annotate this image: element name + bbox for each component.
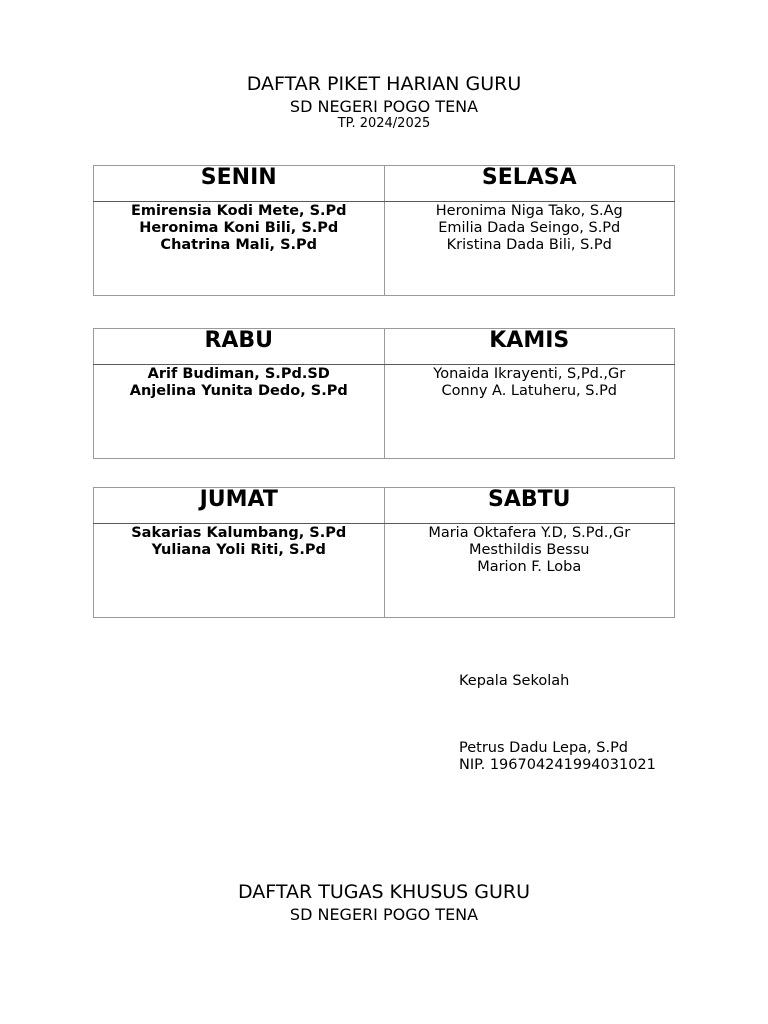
day-header-sabtu: SABTU — [384, 488, 675, 524]
teacher-name: Anjelina Yunita Dedo, S.Pd — [129, 383, 348, 399]
teacher-name: Maria Oktafera Y.D, S.Pd.,Gr — [428, 525, 631, 541]
teacher-name: Emirensia Kodi Mete, S.Pd — [130, 203, 347, 219]
teacher-list-senin — [94, 202, 385, 296]
teacher-list-selasa — [384, 202, 675, 296]
schedule-table-senin-selasa — [93, 165, 675, 296]
teacher-list-rabu — [94, 365, 385, 459]
teacher-name: Heronima Niga Tako, S.Ag — [435, 203, 623, 219]
teacher-list-jumat — [94, 524, 385, 618]
teacher-name: Heronima Koni Bili, S.Pd — [139, 220, 339, 236]
teacher-name: Emilia Dada Seingo, S.Pd — [438, 220, 621, 236]
schedule-table-rabu-kamis — [93, 328, 675, 459]
school-name: SD NEGERI POGO TENA — [289, 97, 479, 116]
signature-nip: NIP. 196704241994031021 — [459, 757, 656, 773]
day-header-jumat: JUMAT — [94, 488, 385, 524]
day-header-selasa: SELASA — [384, 166, 675, 202]
teacher-name: Arif Budiman, S.Pd.SD — [147, 366, 330, 382]
teacher-name: Sakarias Kalumbang, S.Pd — [131, 525, 347, 541]
day-header-rabu: RABU — [94, 329, 385, 365]
teacher-name: Marion F. Loba — [477, 559, 582, 575]
signature-role: Kepala Sekolah — [459, 673, 570, 689]
schedule-table-jumat-sabtu — [93, 487, 675, 618]
teacher-list-sabtu — [384, 524, 675, 618]
teacher-list-kamis — [384, 365, 675, 459]
teacher-name: Yonaida Ikrayenti, S,Pd.,Gr — [433, 366, 626, 382]
second-school-name: SD NEGERI POGO TENA — [289, 905, 479, 924]
signature-name: Petrus Dadu Lepa, S.Pd — [459, 740, 629, 756]
second-page-title: DAFTAR TUGAS KHUSUS GURU — [237, 881, 531, 903]
teacher-name: Conny A. Latuheru, S.Pd — [441, 383, 618, 399]
teacher-name: Yuliana Yoli Riti, S.Pd — [151, 542, 326, 558]
teacher-name: Mesthildis Bessu — [469, 542, 590, 558]
page-title: DAFTAR PIKET HARIAN GURU — [246, 73, 522, 95]
school-year: TP. 2024/2025 — [337, 116, 431, 131]
day-header-senin: SENIN — [94, 166, 385, 202]
teacher-name: Chatrina Mali, S.Pd — [160, 237, 318, 253]
day-header-kamis: KAMIS — [384, 329, 675, 365]
teacher-name: Kristina Dada Bili, S.Pd — [446, 237, 612, 253]
